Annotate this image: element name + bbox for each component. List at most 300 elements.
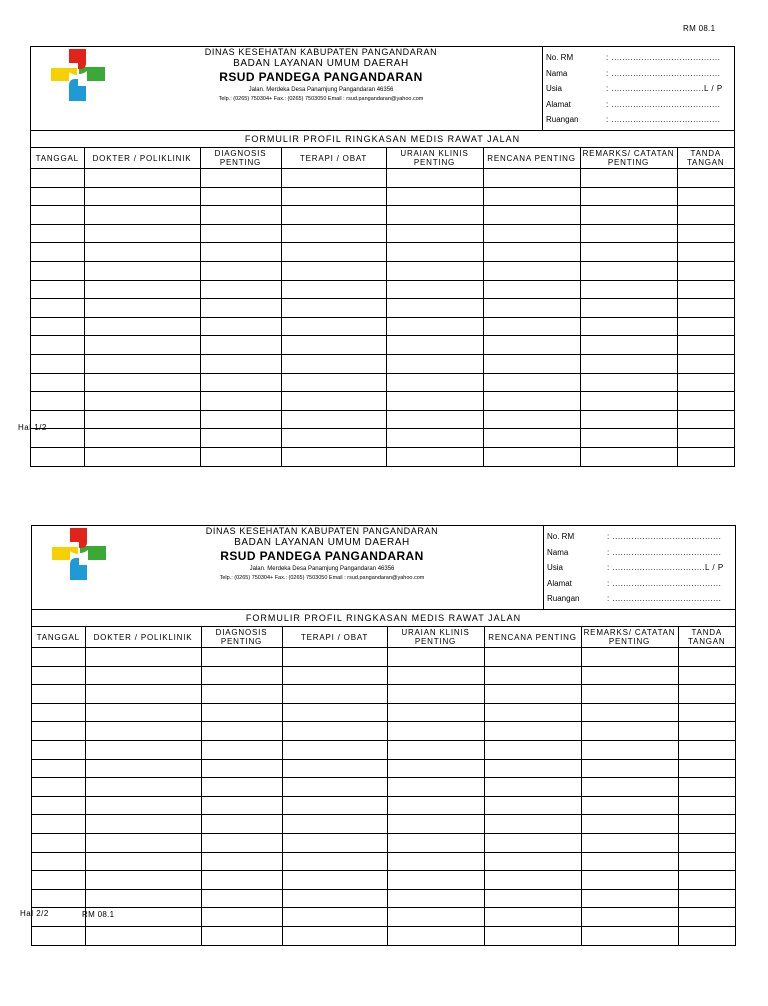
table-cell[interactable] bbox=[201, 648, 282, 667]
table-cell[interactable] bbox=[678, 815, 735, 834]
table-cell[interactable] bbox=[85, 685, 201, 704]
table-cell[interactable] bbox=[483, 392, 580, 411]
table-cell[interactable] bbox=[678, 871, 735, 890]
table-cell[interactable] bbox=[281, 280, 386, 299]
table-cell[interactable] bbox=[31, 243, 84, 262]
summary-table bbox=[31, 148, 734, 466]
table-cell[interactable] bbox=[84, 280, 200, 299]
table-cell[interactable] bbox=[281, 373, 386, 392]
table-cell[interactable] bbox=[386, 206, 483, 225]
table-cell[interactable] bbox=[84, 392, 200, 411]
column-header: REMARKS/ CATATAN PENTING bbox=[580, 148, 677, 169]
table-cell[interactable] bbox=[281, 317, 386, 336]
hospital-header bbox=[31, 47, 543, 130]
table-cell[interactable] bbox=[484, 648, 581, 667]
table-cell[interactable] bbox=[580, 206, 677, 225]
table-cell[interactable] bbox=[201, 926, 282, 944]
table-cell[interactable] bbox=[281, 187, 386, 206]
table-cell[interactable] bbox=[386, 410, 483, 429]
table-cell[interactable] bbox=[282, 852, 387, 871]
table-cell[interactable] bbox=[483, 373, 580, 392]
table-cell[interactable] bbox=[387, 852, 484, 871]
table-cell[interactable] bbox=[387, 759, 484, 778]
agency-name: BADAN LAYANAN UMUM DAERAH bbox=[233, 58, 409, 69]
table-cell[interactable] bbox=[31, 373, 84, 392]
table-cell[interactable] bbox=[677, 169, 734, 188]
table-cell[interactable] bbox=[201, 815, 282, 834]
table-cell[interactable] bbox=[31, 224, 84, 243]
table-cell[interactable] bbox=[677, 261, 734, 280]
page-number-1: Hal 1/2 bbox=[18, 423, 47, 432]
table-row bbox=[32, 796, 735, 815]
table-cell[interactable] bbox=[484, 778, 581, 797]
table-cell[interactable] bbox=[85, 778, 201, 797]
table-row bbox=[31, 354, 734, 373]
table-cell[interactable] bbox=[31, 206, 84, 225]
table-cell[interactable] bbox=[32, 833, 85, 852]
table-cell[interactable] bbox=[386, 336, 483, 355]
table-cell[interactable] bbox=[678, 685, 735, 704]
table-cell[interactable] bbox=[201, 722, 282, 741]
table-cell[interactable] bbox=[281, 392, 386, 411]
table-cell[interactable] bbox=[387, 722, 484, 741]
table-cell[interactable] bbox=[581, 648, 678, 667]
table-cell[interactable] bbox=[31, 261, 84, 280]
column-header: TERAPI / OBAT bbox=[281, 148, 386, 169]
table-cell[interactable] bbox=[386, 373, 483, 392]
table-row bbox=[32, 926, 735, 944]
table-cell[interactable] bbox=[581, 778, 678, 797]
table-cell[interactable] bbox=[32, 648, 85, 667]
table-cell[interactable] bbox=[281, 261, 386, 280]
table-cell[interactable] bbox=[85, 666, 201, 685]
table-cell[interactable] bbox=[483, 410, 580, 429]
table-cell[interactable] bbox=[32, 685, 85, 704]
table-cell[interactable] bbox=[580, 429, 677, 448]
table-cell[interactable] bbox=[581, 852, 678, 871]
table-cell[interactable] bbox=[387, 648, 484, 667]
table-row bbox=[31, 317, 734, 336]
table-cell[interactable] bbox=[282, 871, 387, 890]
table-cell[interactable] bbox=[84, 169, 200, 188]
field-value[interactable]: : ..................................L / P bbox=[606, 84, 723, 94]
table-cell[interactable] bbox=[677, 299, 734, 318]
table-cell[interactable] bbox=[32, 722, 85, 741]
document-code-bottom: RM 08.1 bbox=[82, 910, 115, 919]
table-cell[interactable] bbox=[200, 169, 281, 188]
table-cell[interactable] bbox=[678, 852, 735, 871]
table-cell[interactable] bbox=[678, 703, 735, 722]
table-cell[interactable] bbox=[387, 815, 484, 834]
table-cell[interactable] bbox=[282, 703, 387, 722]
table-cell[interactable] bbox=[201, 666, 282, 685]
field-value[interactable]: : ........................................ bbox=[606, 53, 721, 63]
table-cell[interactable] bbox=[32, 703, 85, 722]
table-cell[interactable] bbox=[581, 889, 678, 908]
table-cell[interactable] bbox=[32, 926, 85, 944]
table-cell[interactable] bbox=[201, 871, 282, 890]
table-cell[interactable] bbox=[84, 261, 200, 280]
table-cell[interactable] bbox=[32, 740, 85, 759]
table-cell[interactable] bbox=[85, 740, 201, 759]
table-cell[interactable] bbox=[84, 187, 200, 206]
table-cell[interactable] bbox=[201, 778, 282, 797]
hospital-name: RSUD PANDEGA PANGANDARAN bbox=[220, 549, 424, 563]
table-row bbox=[32, 685, 735, 704]
table-cell[interactable] bbox=[678, 666, 735, 685]
table-cell[interactable] bbox=[200, 410, 281, 429]
table-cell[interactable] bbox=[580, 392, 677, 411]
table-cell[interactable] bbox=[678, 778, 735, 797]
table-cell[interactable] bbox=[282, 908, 387, 927]
table-cell[interactable] bbox=[677, 317, 734, 336]
patient-field-nama bbox=[546, 66, 732, 82]
table-cell[interactable] bbox=[200, 243, 281, 262]
table-cell[interactable] bbox=[85, 796, 201, 815]
table-cell[interactable] bbox=[85, 852, 201, 871]
field-label: Usia bbox=[547, 563, 564, 573]
table-cell[interactable] bbox=[281, 224, 386, 243]
table-cell[interactable] bbox=[580, 280, 677, 299]
table-cell[interactable] bbox=[200, 354, 281, 373]
table-cell[interactable] bbox=[282, 815, 387, 834]
table-cell[interactable] bbox=[31, 354, 84, 373]
table-cell[interactable] bbox=[85, 815, 201, 834]
patient-field-nama bbox=[547, 545, 733, 561]
table-cell[interactable] bbox=[85, 648, 201, 667]
table-cell[interactable] bbox=[84, 336, 200, 355]
table-cell[interactable] bbox=[201, 889, 282, 908]
table-cell[interactable] bbox=[281, 243, 386, 262]
table-cell[interactable] bbox=[484, 740, 581, 759]
table-cell[interactable] bbox=[581, 740, 678, 759]
table-cell[interactable] bbox=[31, 299, 84, 318]
table-cell[interactable] bbox=[387, 926, 484, 944]
table-cell[interactable] bbox=[677, 373, 734, 392]
table-cell[interactable] bbox=[386, 392, 483, 411]
table-cell[interactable] bbox=[387, 833, 484, 852]
table-cell[interactable] bbox=[201, 908, 282, 927]
table-cell[interactable] bbox=[200, 317, 281, 336]
field-value[interactable]: : ........................................ bbox=[606, 115, 721, 125]
table-cell[interactable] bbox=[32, 852, 85, 871]
table-cell[interactable] bbox=[282, 778, 387, 797]
hospital-header bbox=[32, 526, 544, 609]
hospital-name: RSUD PANDEGA PANGANDARAN bbox=[219, 70, 423, 84]
table-cell[interactable] bbox=[32, 666, 85, 685]
table-cell[interactable] bbox=[31, 187, 84, 206]
table-cell[interactable] bbox=[200, 447, 281, 465]
table-cell[interactable] bbox=[281, 447, 386, 465]
table-cell[interactable] bbox=[31, 280, 84, 299]
table-cell[interactable] bbox=[678, 889, 735, 908]
table-cell[interactable] bbox=[580, 373, 677, 392]
table-cell[interactable] bbox=[387, 778, 484, 797]
table-cell[interactable] bbox=[678, 833, 735, 852]
table-cell[interactable] bbox=[677, 280, 734, 299]
field-value[interactable]: : ..................................L / P bbox=[607, 563, 724, 573]
table-cell[interactable] bbox=[483, 299, 580, 318]
table-cell[interactable] bbox=[386, 354, 483, 373]
table-cell[interactable] bbox=[386, 224, 483, 243]
table-cell[interactable] bbox=[386, 280, 483, 299]
table-cell[interactable] bbox=[483, 169, 580, 188]
table-cell[interactable] bbox=[581, 926, 678, 944]
field-value[interactable]: : ........................................ bbox=[607, 532, 722, 542]
form-page-1 bbox=[30, 46, 735, 467]
table-cell[interactable] bbox=[200, 392, 281, 411]
hospital-identity bbox=[122, 526, 522, 582]
table-cell[interactable] bbox=[200, 224, 281, 243]
table-cell[interactable] bbox=[200, 261, 281, 280]
table-cell[interactable] bbox=[677, 354, 734, 373]
patient-info bbox=[546, 50, 732, 128]
table-cell[interactable] bbox=[85, 722, 201, 741]
table-cell[interactable] bbox=[678, 740, 735, 759]
table-cell[interactable] bbox=[484, 685, 581, 704]
table-cell[interactable] bbox=[282, 796, 387, 815]
table-cell[interactable] bbox=[281, 410, 386, 429]
table-cell[interactable] bbox=[386, 261, 483, 280]
table-cell[interactable] bbox=[581, 759, 678, 778]
field-value[interactable]: : ........................................ bbox=[606, 99, 721, 109]
table-cell[interactable] bbox=[677, 187, 734, 206]
table-cell[interactable] bbox=[386, 169, 483, 188]
table-cell[interactable] bbox=[84, 373, 200, 392]
table-cell[interactable] bbox=[484, 833, 581, 852]
table-cell[interactable] bbox=[85, 703, 201, 722]
table-cell[interactable] bbox=[387, 666, 484, 685]
table-cell[interactable] bbox=[483, 243, 580, 262]
table-cell[interactable] bbox=[387, 889, 484, 908]
table-cell[interactable] bbox=[580, 169, 677, 188]
table-cell[interactable] bbox=[386, 447, 483, 465]
table-cell[interactable] bbox=[484, 722, 581, 741]
table-cell[interactable] bbox=[483, 280, 580, 299]
table-cell[interactable] bbox=[677, 392, 734, 411]
table-cell[interactable] bbox=[387, 685, 484, 704]
table-cell[interactable] bbox=[282, 648, 387, 667]
table-cell[interactable] bbox=[581, 833, 678, 852]
table-cell[interactable] bbox=[32, 778, 85, 797]
table-cell[interactable] bbox=[581, 796, 678, 815]
table-cell[interactable] bbox=[201, 796, 282, 815]
table-cell[interactable] bbox=[483, 206, 580, 225]
table-cell[interactable] bbox=[580, 243, 677, 262]
table-cell[interactable] bbox=[580, 336, 677, 355]
table-cell[interactable] bbox=[31, 392, 84, 411]
table-cell[interactable] bbox=[386, 187, 483, 206]
table-cell[interactable] bbox=[201, 759, 282, 778]
table-cell[interactable] bbox=[84, 243, 200, 262]
table-cell[interactable] bbox=[281, 169, 386, 188]
table-cell[interactable] bbox=[581, 722, 678, 741]
table-cell[interactable] bbox=[32, 796, 85, 815]
table-row bbox=[32, 908, 735, 927]
column-header: DIAGNOSIS PENTING bbox=[201, 627, 282, 648]
table-cell[interactable] bbox=[84, 429, 200, 448]
table-cell[interactable] bbox=[387, 796, 484, 815]
table-cell[interactable] bbox=[386, 317, 483, 336]
table-cell[interactable] bbox=[581, 666, 678, 685]
table-cell[interactable] bbox=[580, 261, 677, 280]
table-cell[interactable] bbox=[281, 429, 386, 448]
table-row bbox=[32, 722, 735, 741]
table-cell[interactable] bbox=[483, 354, 580, 373]
table-cell[interactable] bbox=[282, 685, 387, 704]
table-cell[interactable] bbox=[678, 926, 735, 944]
table-body bbox=[31, 169, 734, 466]
table-cell[interactable] bbox=[484, 852, 581, 871]
table-cell[interactable] bbox=[201, 833, 282, 852]
summary-table bbox=[32, 627, 735, 945]
table-cell[interactable] bbox=[282, 926, 387, 944]
table-cell[interactable] bbox=[484, 796, 581, 815]
table-row bbox=[31, 410, 734, 429]
table-cell[interactable] bbox=[483, 224, 580, 243]
table-cell[interactable] bbox=[84, 410, 200, 429]
column-header: URAIAN KLINIS PENTING bbox=[386, 148, 483, 169]
table-cell[interactable] bbox=[581, 871, 678, 890]
table-cell[interactable] bbox=[484, 815, 581, 834]
table-cell[interactable] bbox=[678, 759, 735, 778]
table-row bbox=[31, 336, 734, 355]
form-header bbox=[31, 47, 734, 131]
table-cell[interactable] bbox=[32, 871, 85, 890]
table-cell[interactable] bbox=[677, 206, 734, 225]
table-cell[interactable] bbox=[282, 666, 387, 685]
table-cell[interactable] bbox=[200, 280, 281, 299]
table-cell[interactable] bbox=[281, 354, 386, 373]
table-cell[interactable] bbox=[387, 908, 484, 927]
table-cell[interactable] bbox=[31, 169, 84, 188]
table-cell[interactable] bbox=[386, 243, 483, 262]
field-value[interactable]: : ........................................ bbox=[607, 594, 722, 604]
table-cell[interactable] bbox=[483, 429, 580, 448]
table-cell[interactable] bbox=[483, 317, 580, 336]
table-cell[interactable] bbox=[387, 740, 484, 759]
table-cell[interactable] bbox=[677, 447, 734, 465]
table-cell[interactable] bbox=[84, 317, 200, 336]
table-cell[interactable] bbox=[84, 206, 200, 225]
table-cell[interactable] bbox=[387, 703, 484, 722]
table-cell[interactable] bbox=[85, 926, 201, 944]
table-cell[interactable] bbox=[84, 447, 200, 465]
table-row bbox=[32, 666, 735, 685]
table-cell[interactable] bbox=[677, 429, 734, 448]
table-cell[interactable] bbox=[483, 261, 580, 280]
table-cell[interactable] bbox=[281, 299, 386, 318]
field-value[interactable]: : ........................................ bbox=[606, 68, 721, 78]
table-cell[interactable] bbox=[32, 759, 85, 778]
table-cell[interactable] bbox=[580, 317, 677, 336]
table-cell[interactable] bbox=[31, 447, 84, 465]
table-cell[interactable] bbox=[386, 299, 483, 318]
table-cell[interactable] bbox=[581, 908, 678, 927]
table-cell[interactable] bbox=[84, 299, 200, 318]
table-cell[interactable] bbox=[678, 722, 735, 741]
table-cell[interactable] bbox=[677, 336, 734, 355]
table-cell[interactable] bbox=[85, 833, 201, 852]
table-cell[interactable] bbox=[580, 354, 677, 373]
table-cell[interactable] bbox=[32, 889, 85, 908]
table-cell[interactable] bbox=[484, 703, 581, 722]
table-cell[interactable] bbox=[677, 224, 734, 243]
table-cell[interactable] bbox=[484, 889, 581, 908]
table-cell[interactable] bbox=[484, 666, 581, 685]
table-cell[interactable] bbox=[201, 685, 282, 704]
table-cell[interactable] bbox=[85, 871, 201, 890]
table-cell[interactable] bbox=[581, 703, 678, 722]
table-cell[interactable] bbox=[484, 926, 581, 944]
table-row bbox=[32, 815, 735, 834]
table-cell[interactable] bbox=[84, 354, 200, 373]
table-cell[interactable] bbox=[386, 429, 483, 448]
field-value[interactable]: : ........................................ bbox=[607, 547, 722, 557]
table-cell[interactable] bbox=[200, 187, 281, 206]
column-header: DOKTER / POLIKLINIK bbox=[84, 148, 200, 169]
table-cell[interactable] bbox=[580, 447, 677, 465]
table-cell[interactable] bbox=[85, 889, 201, 908]
table-cell[interactable] bbox=[200, 206, 281, 225]
table-cell[interactable] bbox=[282, 722, 387, 741]
table-cell[interactable] bbox=[484, 871, 581, 890]
table-cell[interactable] bbox=[678, 648, 735, 667]
table-cell[interactable] bbox=[200, 336, 281, 355]
table-cell[interactable] bbox=[282, 740, 387, 759]
table-cell[interactable] bbox=[484, 759, 581, 778]
table-cell[interactable] bbox=[201, 852, 282, 871]
table-cell[interactable] bbox=[580, 410, 677, 429]
table-cell[interactable] bbox=[580, 299, 677, 318]
table-cell[interactable] bbox=[282, 889, 387, 908]
table-cell[interactable] bbox=[678, 796, 735, 815]
table-cell[interactable] bbox=[281, 206, 386, 225]
table-cell[interactable] bbox=[581, 815, 678, 834]
table-cell[interactable] bbox=[387, 871, 484, 890]
table-cell[interactable] bbox=[282, 759, 387, 778]
table-cell[interactable] bbox=[32, 815, 85, 834]
field-label: Usia bbox=[546, 84, 563, 94]
hospital-logo-icon bbox=[50, 528, 108, 580]
table-cell[interactable] bbox=[581, 685, 678, 704]
table-row bbox=[31, 261, 734, 280]
table-cell[interactable] bbox=[281, 336, 386, 355]
table-cell[interactable] bbox=[677, 243, 734, 262]
table-cell[interactable] bbox=[200, 429, 281, 448]
table-cell[interactable] bbox=[678, 908, 735, 927]
table-cell[interactable] bbox=[483, 336, 580, 355]
table-cell[interactable] bbox=[85, 759, 201, 778]
table-cell[interactable] bbox=[200, 299, 281, 318]
table-cell[interactable] bbox=[200, 373, 281, 392]
table-cell[interactable] bbox=[483, 187, 580, 206]
table-cell[interactable] bbox=[580, 224, 677, 243]
table-cell[interactable] bbox=[201, 703, 282, 722]
table-cell[interactable] bbox=[201, 740, 282, 759]
page-number-2: Hal 2/2 bbox=[20, 909, 49, 918]
table-cell[interactable] bbox=[483, 447, 580, 465]
table-cell[interactable] bbox=[282, 833, 387, 852]
table-cell[interactable] bbox=[580, 187, 677, 206]
table-cell[interactable] bbox=[84, 224, 200, 243]
table-cell[interactable] bbox=[31, 317, 84, 336]
table-cell[interactable] bbox=[677, 410, 734, 429]
table-row bbox=[31, 392, 734, 411]
field-value[interactable]: : ........................................ bbox=[607, 578, 722, 588]
table-cell[interactable] bbox=[31, 336, 84, 355]
table-cell[interactable] bbox=[484, 908, 581, 927]
